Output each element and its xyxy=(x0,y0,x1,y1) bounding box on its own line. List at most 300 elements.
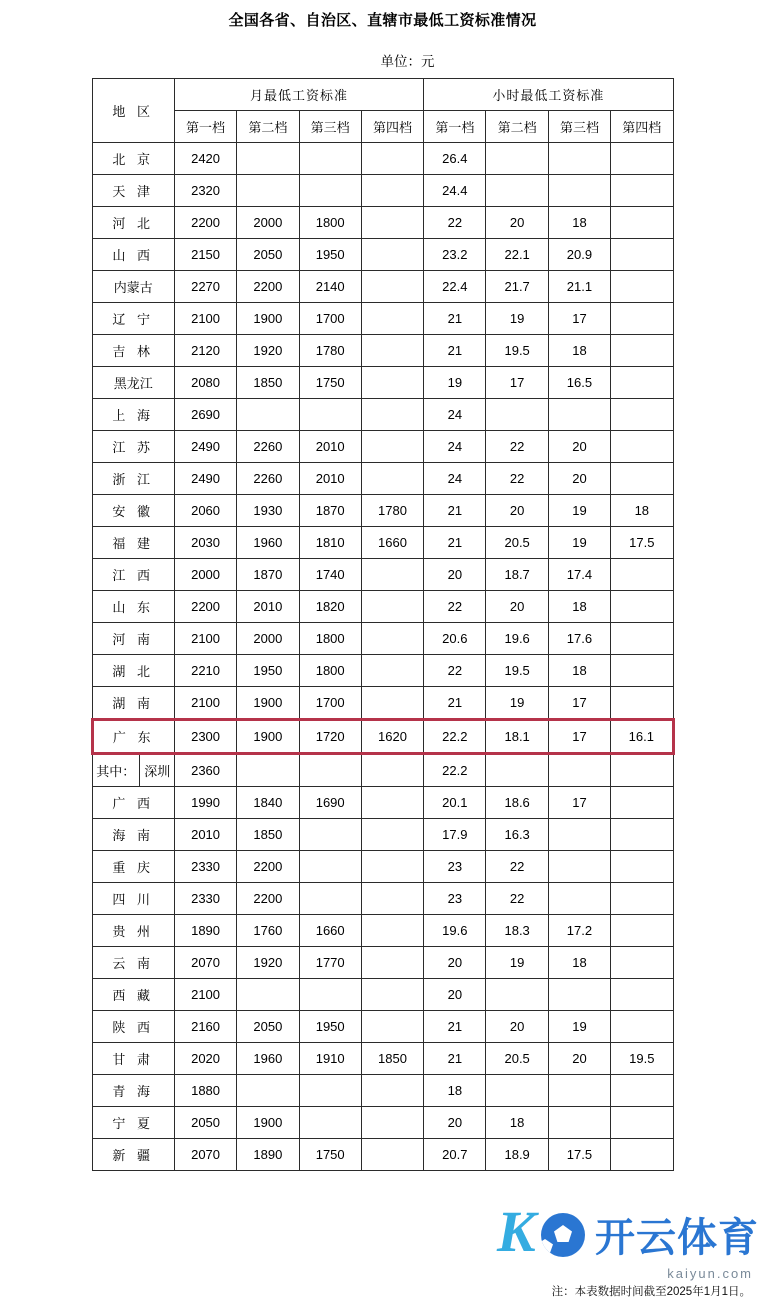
cell-hourly-tier-2: 19.5 xyxy=(486,655,548,687)
page-title: 全国各省、自治区、直辖市最低工资标准情况 xyxy=(228,12,537,29)
cell-hourly-tier-4 xyxy=(611,1107,673,1139)
cell-hourly-tier-1: 20 xyxy=(424,979,486,1011)
soccer-ball-icon xyxy=(541,1213,585,1257)
cell-hourly-tier-2: 20 xyxy=(486,591,548,623)
table-row xyxy=(92,1011,673,1043)
cell-hourly-tier-1: 21 xyxy=(424,687,486,720)
cell-monthly-tier-1: 2420 xyxy=(174,143,236,175)
table-row xyxy=(92,1139,673,1171)
cell-monthly-tier-3: 1770 xyxy=(299,947,361,979)
cell-monthly-tier-1: 2030 xyxy=(174,527,236,559)
table-row xyxy=(92,787,673,819)
cell-hourly-tier-4: 16.1 xyxy=(611,720,673,754)
watermark xyxy=(497,1201,759,1267)
cell-monthly-tier-2: 2200 xyxy=(237,883,299,915)
cell-monthly-tier-3: 1800 xyxy=(299,623,361,655)
cell-hourly-tier-1: 22 xyxy=(424,207,486,239)
cell-hourly-tier-4 xyxy=(611,271,673,303)
header-hourly-tier-2: 第二档 xyxy=(486,111,548,143)
cell-hourly-tier-2: 20 xyxy=(486,1011,548,1043)
header-hourly-tier-1: 第一档 xyxy=(424,111,486,143)
cell-hourly-tier-4 xyxy=(611,979,673,1011)
cell-monthly-tier-1: 2160 xyxy=(174,1011,236,1043)
cell-monthly-tier-2 xyxy=(237,1075,299,1107)
cell-hourly-tier-4 xyxy=(611,1075,673,1107)
cell-monthly-tier-3 xyxy=(299,175,361,207)
cell-hourly-tier-4 xyxy=(611,1139,673,1171)
cell-hourly-tier-3: 16.5 xyxy=(548,367,610,399)
header-region: 地 区 xyxy=(92,79,174,143)
watermark-letter: K xyxy=(497,1199,536,1264)
table-row-region-label: 黑龙江 xyxy=(92,367,174,399)
table-footnote: 注：本表数据时间截至2025年1月1日。 xyxy=(551,1286,751,1298)
cell-hourly-tier-3 xyxy=(548,399,610,431)
cell-hourly-tier-3 xyxy=(548,175,610,207)
table-row xyxy=(92,303,673,335)
cell-hourly-tier-2: 22 xyxy=(486,883,548,915)
cell-monthly-tier-2: 1900 xyxy=(237,1107,299,1139)
cell-monthly-tier-3: 1750 xyxy=(299,1139,361,1171)
cell-monthly-tier-2: 1900 xyxy=(237,303,299,335)
cell-hourly-tier-3: 20.9 xyxy=(548,239,610,271)
table-row-region-label: 吉 林 xyxy=(92,335,174,367)
cell-monthly-tier-3: 1820 xyxy=(299,591,361,623)
cell-hourly-tier-3: 18 xyxy=(548,947,610,979)
cell-hourly-tier-4 xyxy=(611,399,673,431)
cell-monthly-tier-1: 2210 xyxy=(174,655,236,687)
cell-monthly-tier-3: 1690 xyxy=(299,787,361,819)
cell-hourly-tier-3: 18 xyxy=(548,335,610,367)
cell-monthly-tier-3 xyxy=(299,1075,361,1107)
cell-hourly-tier-2: 22 xyxy=(486,431,548,463)
cell-monthly-tier-3 xyxy=(299,143,361,175)
header-hourly-tier-4: 第四档 xyxy=(611,111,673,143)
cell-hourly-tier-1: 21 xyxy=(424,527,486,559)
cell-hourly-tier-1: 26.4 xyxy=(424,143,486,175)
table-row-region-label: 福 建 xyxy=(92,527,174,559)
cell-monthly-tier-3 xyxy=(299,399,361,431)
cell-monthly-tier-2: 1920 xyxy=(237,947,299,979)
cell-hourly-tier-2: 18.3 xyxy=(486,915,548,947)
table-row xyxy=(92,239,673,271)
cell-monthly-tier-3: 1660 xyxy=(299,915,361,947)
watermark-domain: kaiyun.com xyxy=(667,1266,753,1281)
cell-monthly-tier-3: 1750 xyxy=(299,367,361,399)
cell-hourly-tier-3: 19 xyxy=(548,527,610,559)
cell-hourly-tier-1: 18 xyxy=(424,1075,486,1107)
cell-hourly-tier-1: 22 xyxy=(424,591,486,623)
cell-monthly-tier-4 xyxy=(361,207,423,239)
cell-hourly-tier-4 xyxy=(611,819,673,851)
cell-monthly-tier-1: 2490 xyxy=(174,431,236,463)
cell-hourly-tier-4 xyxy=(611,754,673,787)
table-row xyxy=(92,399,673,431)
cell-hourly-tier-3: 19 xyxy=(548,1011,610,1043)
table-body xyxy=(92,143,673,1171)
table-row xyxy=(92,1043,673,1075)
table-row xyxy=(92,720,673,754)
table-row xyxy=(92,495,673,527)
cell-monthly-tier-3: 1910 xyxy=(299,1043,361,1075)
cell-hourly-tier-3 xyxy=(548,754,610,787)
cell-hourly-tier-1: 20.7 xyxy=(424,1139,486,1171)
cell-hourly-tier-3: 17.5 xyxy=(548,1139,610,1171)
minimum-wage-table xyxy=(91,78,675,1171)
header-monthly-tier-4: 第四档 xyxy=(361,111,423,143)
cell-hourly-tier-2: 18 xyxy=(486,1107,548,1139)
table-row-region-label: 宁 夏 xyxy=(92,1107,174,1139)
table-row xyxy=(92,367,673,399)
cell-hourly-tier-1: 19 xyxy=(424,367,486,399)
table-row xyxy=(92,851,673,883)
cell-hourly-tier-2: 22.1 xyxy=(486,239,548,271)
cell-hourly-tier-2: 22 xyxy=(486,463,548,495)
cell-monthly-tier-1: 2200 xyxy=(174,207,236,239)
cell-hourly-tier-2: 20.5 xyxy=(486,1043,548,1075)
cell-monthly-tier-2: 2010 xyxy=(237,591,299,623)
cell-hourly-tier-3: 17.4 xyxy=(548,559,610,591)
table-head xyxy=(92,79,673,143)
table-row-region-label: 内蒙古 xyxy=(92,271,174,303)
cell-hourly-tier-2: 20 xyxy=(486,207,548,239)
cell-monthly-tier-4 xyxy=(361,1075,423,1107)
cell-hourly-tier-2: 22 xyxy=(486,851,548,883)
table-row-region-label: 北 京 xyxy=(92,143,174,175)
header-monthly-group: 月最低工资标准 xyxy=(174,79,423,111)
table-header-group-row xyxy=(92,79,673,111)
cell-monthly-tier-1: 2020 xyxy=(174,1043,236,1075)
cell-monthly-tier-4 xyxy=(361,754,423,787)
cell-monthly-tier-2: 1920 xyxy=(237,335,299,367)
cell-hourly-tier-3: 19 xyxy=(548,495,610,527)
cell-hourly-tier-3: 17 xyxy=(548,787,610,819)
cell-hourly-tier-4 xyxy=(611,207,673,239)
cell-monthly-tier-4 xyxy=(361,399,423,431)
cell-hourly-tier-2 xyxy=(486,979,548,1011)
cell-hourly-tier-3: 17 xyxy=(548,687,610,720)
cell-monthly-tier-1: 2100 xyxy=(174,979,236,1011)
table-row-region-label: 新 疆 xyxy=(92,1139,174,1171)
table-row xyxy=(92,915,673,947)
cell-monthly-tier-3: 1800 xyxy=(299,207,361,239)
cell-hourly-tier-2: 20.5 xyxy=(486,527,548,559)
cell-hourly-tier-4 xyxy=(611,1011,673,1043)
cell-monthly-tier-2: 1960 xyxy=(237,1043,299,1075)
table-row xyxy=(92,271,673,303)
cell-hourly-tier-1: 23 xyxy=(424,883,486,915)
cell-hourly-tier-4 xyxy=(611,559,673,591)
cell-monthly-tier-1: 1990 xyxy=(174,787,236,819)
cell-hourly-tier-3 xyxy=(548,1107,610,1139)
table-row xyxy=(92,463,673,495)
cell-hourly-tier-2: 20 xyxy=(486,495,548,527)
cell-hourly-tier-3 xyxy=(548,819,610,851)
cell-monthly-tier-4 xyxy=(361,367,423,399)
cell-monthly-tier-2: 1850 xyxy=(237,819,299,851)
cell-monthly-tier-4 xyxy=(361,335,423,367)
cell-hourly-tier-2: 17 xyxy=(486,367,548,399)
cell-monthly-tier-3: 1720 xyxy=(299,720,361,754)
cell-hourly-tier-3 xyxy=(548,1075,610,1107)
cell-hourly-tier-1: 23.2 xyxy=(424,239,486,271)
cell-monthly-tier-3: 1950 xyxy=(299,239,361,271)
header-hourly-group: 小时最低工资标准 xyxy=(424,79,673,111)
cell-hourly-tier-4 xyxy=(611,787,673,819)
table-row-region-label: 江 苏 xyxy=(92,431,174,463)
cell-monthly-tier-4 xyxy=(361,143,423,175)
cell-hourly-tier-1: 21 xyxy=(424,303,486,335)
cell-hourly-tier-1: 19.6 xyxy=(424,915,486,947)
table-row xyxy=(92,527,673,559)
cell-monthly-tier-1: 2270 xyxy=(174,271,236,303)
cell-hourly-tier-2: 19.5 xyxy=(486,335,548,367)
cell-monthly-tier-3 xyxy=(299,979,361,1011)
table-row xyxy=(92,623,673,655)
table-row xyxy=(92,754,673,787)
cell-hourly-tier-4 xyxy=(611,623,673,655)
cell-hourly-tier-4 xyxy=(611,431,673,463)
cell-monthly-tier-2: 2050 xyxy=(237,1011,299,1043)
cell-monthly-tier-1: 2150 xyxy=(174,239,236,271)
cell-monthly-tier-1: 2330 xyxy=(174,851,236,883)
table-row xyxy=(92,883,673,915)
cell-monthly-tier-4 xyxy=(361,687,423,720)
table-row-subregion-label: 其中： 深圳 xyxy=(92,754,174,787)
table-row-region-label: 山 东 xyxy=(92,591,174,623)
cell-monthly-tier-1: 2100 xyxy=(174,623,236,655)
cell-hourly-tier-1: 21 xyxy=(424,495,486,527)
table-row-region-label: 广 东 xyxy=(92,720,174,754)
cell-hourly-tier-4 xyxy=(611,687,673,720)
table-row-region-label: 辽 宁 xyxy=(92,303,174,335)
cell-hourly-tier-1: 22.2 xyxy=(424,754,486,787)
cell-hourly-tier-3: 17 xyxy=(548,720,610,754)
table-row xyxy=(92,979,673,1011)
cell-monthly-tier-2: 1760 xyxy=(237,915,299,947)
cell-monthly-tier-4 xyxy=(361,819,423,851)
table-header-tier-row xyxy=(92,111,673,143)
header-monthly-tier-1: 第一档 xyxy=(174,111,236,143)
cell-monthly-tier-1: 2360 xyxy=(174,754,236,787)
cell-hourly-tier-2: 18.1 xyxy=(486,720,548,754)
cell-hourly-tier-3: 17 xyxy=(548,303,610,335)
unit-label: 单位：元 xyxy=(380,54,435,69)
cell-hourly-tier-2 xyxy=(486,754,548,787)
header-hourly-tier-3: 第三档 xyxy=(548,111,610,143)
cell-hourly-tier-4 xyxy=(611,239,673,271)
cell-monthly-tier-2: 2200 xyxy=(237,271,299,303)
cell-monthly-tier-2: 1870 xyxy=(237,559,299,591)
cell-monthly-tier-3: 1810 xyxy=(299,527,361,559)
table-row xyxy=(92,431,673,463)
cell-hourly-tier-3: 20 xyxy=(548,431,610,463)
table-row-region-label: 广 西 xyxy=(92,787,174,819)
cell-hourly-tier-2: 19 xyxy=(486,947,548,979)
table-row xyxy=(92,655,673,687)
cell-monthly-tier-2: 1950 xyxy=(237,655,299,687)
cell-monthly-tier-1: 2080 xyxy=(174,367,236,399)
table-row xyxy=(92,1075,673,1107)
cell-monthly-tier-4: 1850 xyxy=(361,1043,423,1075)
cell-monthly-tier-4: 1660 xyxy=(361,527,423,559)
header-monthly-tier-2: 第二档 xyxy=(237,111,299,143)
cell-monthly-tier-2: 2200 xyxy=(237,851,299,883)
cell-hourly-tier-2 xyxy=(486,143,548,175)
table-row xyxy=(92,591,673,623)
table-row-region-label: 湖 北 xyxy=(92,655,174,687)
watermark-logo-icon xyxy=(497,1201,593,1267)
cell-monthly-tier-3: 2010 xyxy=(299,431,361,463)
cell-hourly-tier-4: 17.5 xyxy=(611,527,673,559)
cell-hourly-tier-4 xyxy=(611,915,673,947)
cell-hourly-tier-3: 21.1 xyxy=(548,271,610,303)
cell-monthly-tier-1: 2060 xyxy=(174,495,236,527)
cell-monthly-tier-1: 2000 xyxy=(174,559,236,591)
cell-hourly-tier-1: 20 xyxy=(424,947,486,979)
cell-monthly-tier-2 xyxy=(237,754,299,787)
cell-monthly-tier-4 xyxy=(361,915,423,947)
cell-monthly-tier-4 xyxy=(361,175,423,207)
cell-hourly-tier-1: 17.9 xyxy=(424,819,486,851)
table-row xyxy=(92,175,673,207)
cell-monthly-tier-4 xyxy=(361,271,423,303)
cell-hourly-tier-3 xyxy=(548,979,610,1011)
table-row-region-label: 甘 肃 xyxy=(92,1043,174,1075)
table-row xyxy=(92,819,673,851)
cell-hourly-tier-4 xyxy=(611,947,673,979)
cell-monthly-tier-3: 1700 xyxy=(299,303,361,335)
cell-hourly-tier-4 xyxy=(611,883,673,915)
cell-hourly-tier-3: 18 xyxy=(548,207,610,239)
cell-hourly-tier-4 xyxy=(611,367,673,399)
table-row-region-label: 云 南 xyxy=(92,947,174,979)
table-row-region-label: 陕 西 xyxy=(92,1011,174,1043)
cell-monthly-tier-1: 2300 xyxy=(174,720,236,754)
cell-hourly-tier-4 xyxy=(611,303,673,335)
table-row-region-label: 河 南 xyxy=(92,623,174,655)
cell-monthly-tier-3: 1800 xyxy=(299,655,361,687)
table-row xyxy=(92,687,673,720)
table-row xyxy=(92,335,673,367)
table-row-region-label: 江 西 xyxy=(92,559,174,591)
cell-monthly-tier-2 xyxy=(237,399,299,431)
cell-hourly-tier-1: 21 xyxy=(424,1043,486,1075)
cell-hourly-tier-2 xyxy=(486,1075,548,1107)
cell-hourly-tier-2: 19 xyxy=(486,687,548,720)
cell-hourly-tier-4: 18 xyxy=(611,495,673,527)
cell-hourly-tier-1: 24 xyxy=(424,399,486,431)
cell-monthly-tier-1: 2070 xyxy=(174,1139,236,1171)
cell-hourly-tier-4: 19.5 xyxy=(611,1043,673,1075)
cell-monthly-tier-1: 2100 xyxy=(174,687,236,720)
cell-hourly-tier-4 xyxy=(611,175,673,207)
cell-monthly-tier-4 xyxy=(361,623,423,655)
cell-monthly-tier-2 xyxy=(237,979,299,1011)
cell-hourly-tier-1: 20 xyxy=(424,1107,486,1139)
cell-monthly-tier-3 xyxy=(299,851,361,883)
table-row xyxy=(92,207,673,239)
cell-monthly-tier-4 xyxy=(361,239,423,271)
cell-monthly-tier-4 xyxy=(361,851,423,883)
cell-monthly-tier-4 xyxy=(361,655,423,687)
cell-hourly-tier-3 xyxy=(548,851,610,883)
cell-monthly-tier-4 xyxy=(361,303,423,335)
table-row-region-label: 贵 州 xyxy=(92,915,174,947)
cell-monthly-tier-4: 1620 xyxy=(361,720,423,754)
cell-monthly-tier-3: 2010 xyxy=(299,463,361,495)
cell-hourly-tier-1: 24.4 xyxy=(424,175,486,207)
cell-monthly-tier-1: 2010 xyxy=(174,819,236,851)
cell-hourly-tier-4 xyxy=(611,335,673,367)
cell-monthly-tier-4 xyxy=(361,1139,423,1171)
cell-monthly-tier-3 xyxy=(299,883,361,915)
cell-hourly-tier-4 xyxy=(611,143,673,175)
cell-monthly-tier-3: 1870 xyxy=(299,495,361,527)
table-row xyxy=(92,1107,673,1139)
cell-monthly-tier-1: 2200 xyxy=(174,591,236,623)
cell-hourly-tier-1: 22 xyxy=(424,655,486,687)
cell-hourly-tier-3 xyxy=(548,143,610,175)
cell-monthly-tier-1: 2690 xyxy=(174,399,236,431)
table-row-region-label: 河 北 xyxy=(92,207,174,239)
cell-monthly-tier-3: 2140 xyxy=(299,271,361,303)
cell-monthly-tier-4 xyxy=(361,787,423,819)
cell-hourly-tier-1: 20 xyxy=(424,559,486,591)
cell-monthly-tier-3: 1780 xyxy=(299,335,361,367)
cell-hourly-tier-2: 18.7 xyxy=(486,559,548,591)
cell-monthly-tier-1: 2120 xyxy=(174,335,236,367)
cell-monthly-tier-4 xyxy=(361,1107,423,1139)
cell-monthly-tier-1: 1880 xyxy=(174,1075,236,1107)
cell-hourly-tier-2 xyxy=(486,399,548,431)
cell-hourly-tier-4 xyxy=(611,591,673,623)
cell-hourly-tier-2: 16.3 xyxy=(486,819,548,851)
table-row-region-label: 安 徽 xyxy=(92,495,174,527)
cell-hourly-tier-3: 18 xyxy=(548,655,610,687)
cell-hourly-tier-1: 22.2 xyxy=(424,720,486,754)
cell-hourly-tier-4 xyxy=(611,655,673,687)
cell-monthly-tier-2: 1840 xyxy=(237,787,299,819)
header-monthly-tier-3: 第三档 xyxy=(299,111,361,143)
cell-monthly-tier-1: 2330 xyxy=(174,883,236,915)
table-row-region-label: 西 藏 xyxy=(92,979,174,1011)
cell-monthly-tier-3 xyxy=(299,819,361,851)
cell-monthly-tier-2: 2260 xyxy=(237,463,299,495)
cell-hourly-tier-3: 20 xyxy=(548,463,610,495)
cell-monthly-tier-3: 1950 xyxy=(299,1011,361,1043)
cell-monthly-tier-2: 2000 xyxy=(237,623,299,655)
cell-hourly-tier-4 xyxy=(611,851,673,883)
table-row-region-label: 浙 江 xyxy=(92,463,174,495)
table-row-region-label: 青 海 xyxy=(92,1075,174,1107)
cell-hourly-tier-1: 21 xyxy=(424,1011,486,1043)
cell-hourly-tier-2 xyxy=(486,175,548,207)
table-row-region-label: 湖 南 xyxy=(92,687,174,720)
cell-monthly-tier-2: 1900 xyxy=(237,720,299,754)
cell-monthly-tier-1: 1890 xyxy=(174,915,236,947)
cell-hourly-tier-2: 21.7 xyxy=(486,271,548,303)
cell-monthly-tier-4 xyxy=(361,947,423,979)
table-row-region-label: 天 津 xyxy=(92,175,174,207)
cell-monthly-tier-4 xyxy=(361,1011,423,1043)
cell-monthly-tier-4 xyxy=(361,591,423,623)
cell-monthly-tier-2: 1850 xyxy=(237,367,299,399)
cell-monthly-tier-4 xyxy=(361,463,423,495)
cell-monthly-tier-2: 1930 xyxy=(237,495,299,527)
cell-monthly-tier-3 xyxy=(299,754,361,787)
cell-monthly-tier-4 xyxy=(361,431,423,463)
table-row-region-label: 上 海 xyxy=(92,399,174,431)
